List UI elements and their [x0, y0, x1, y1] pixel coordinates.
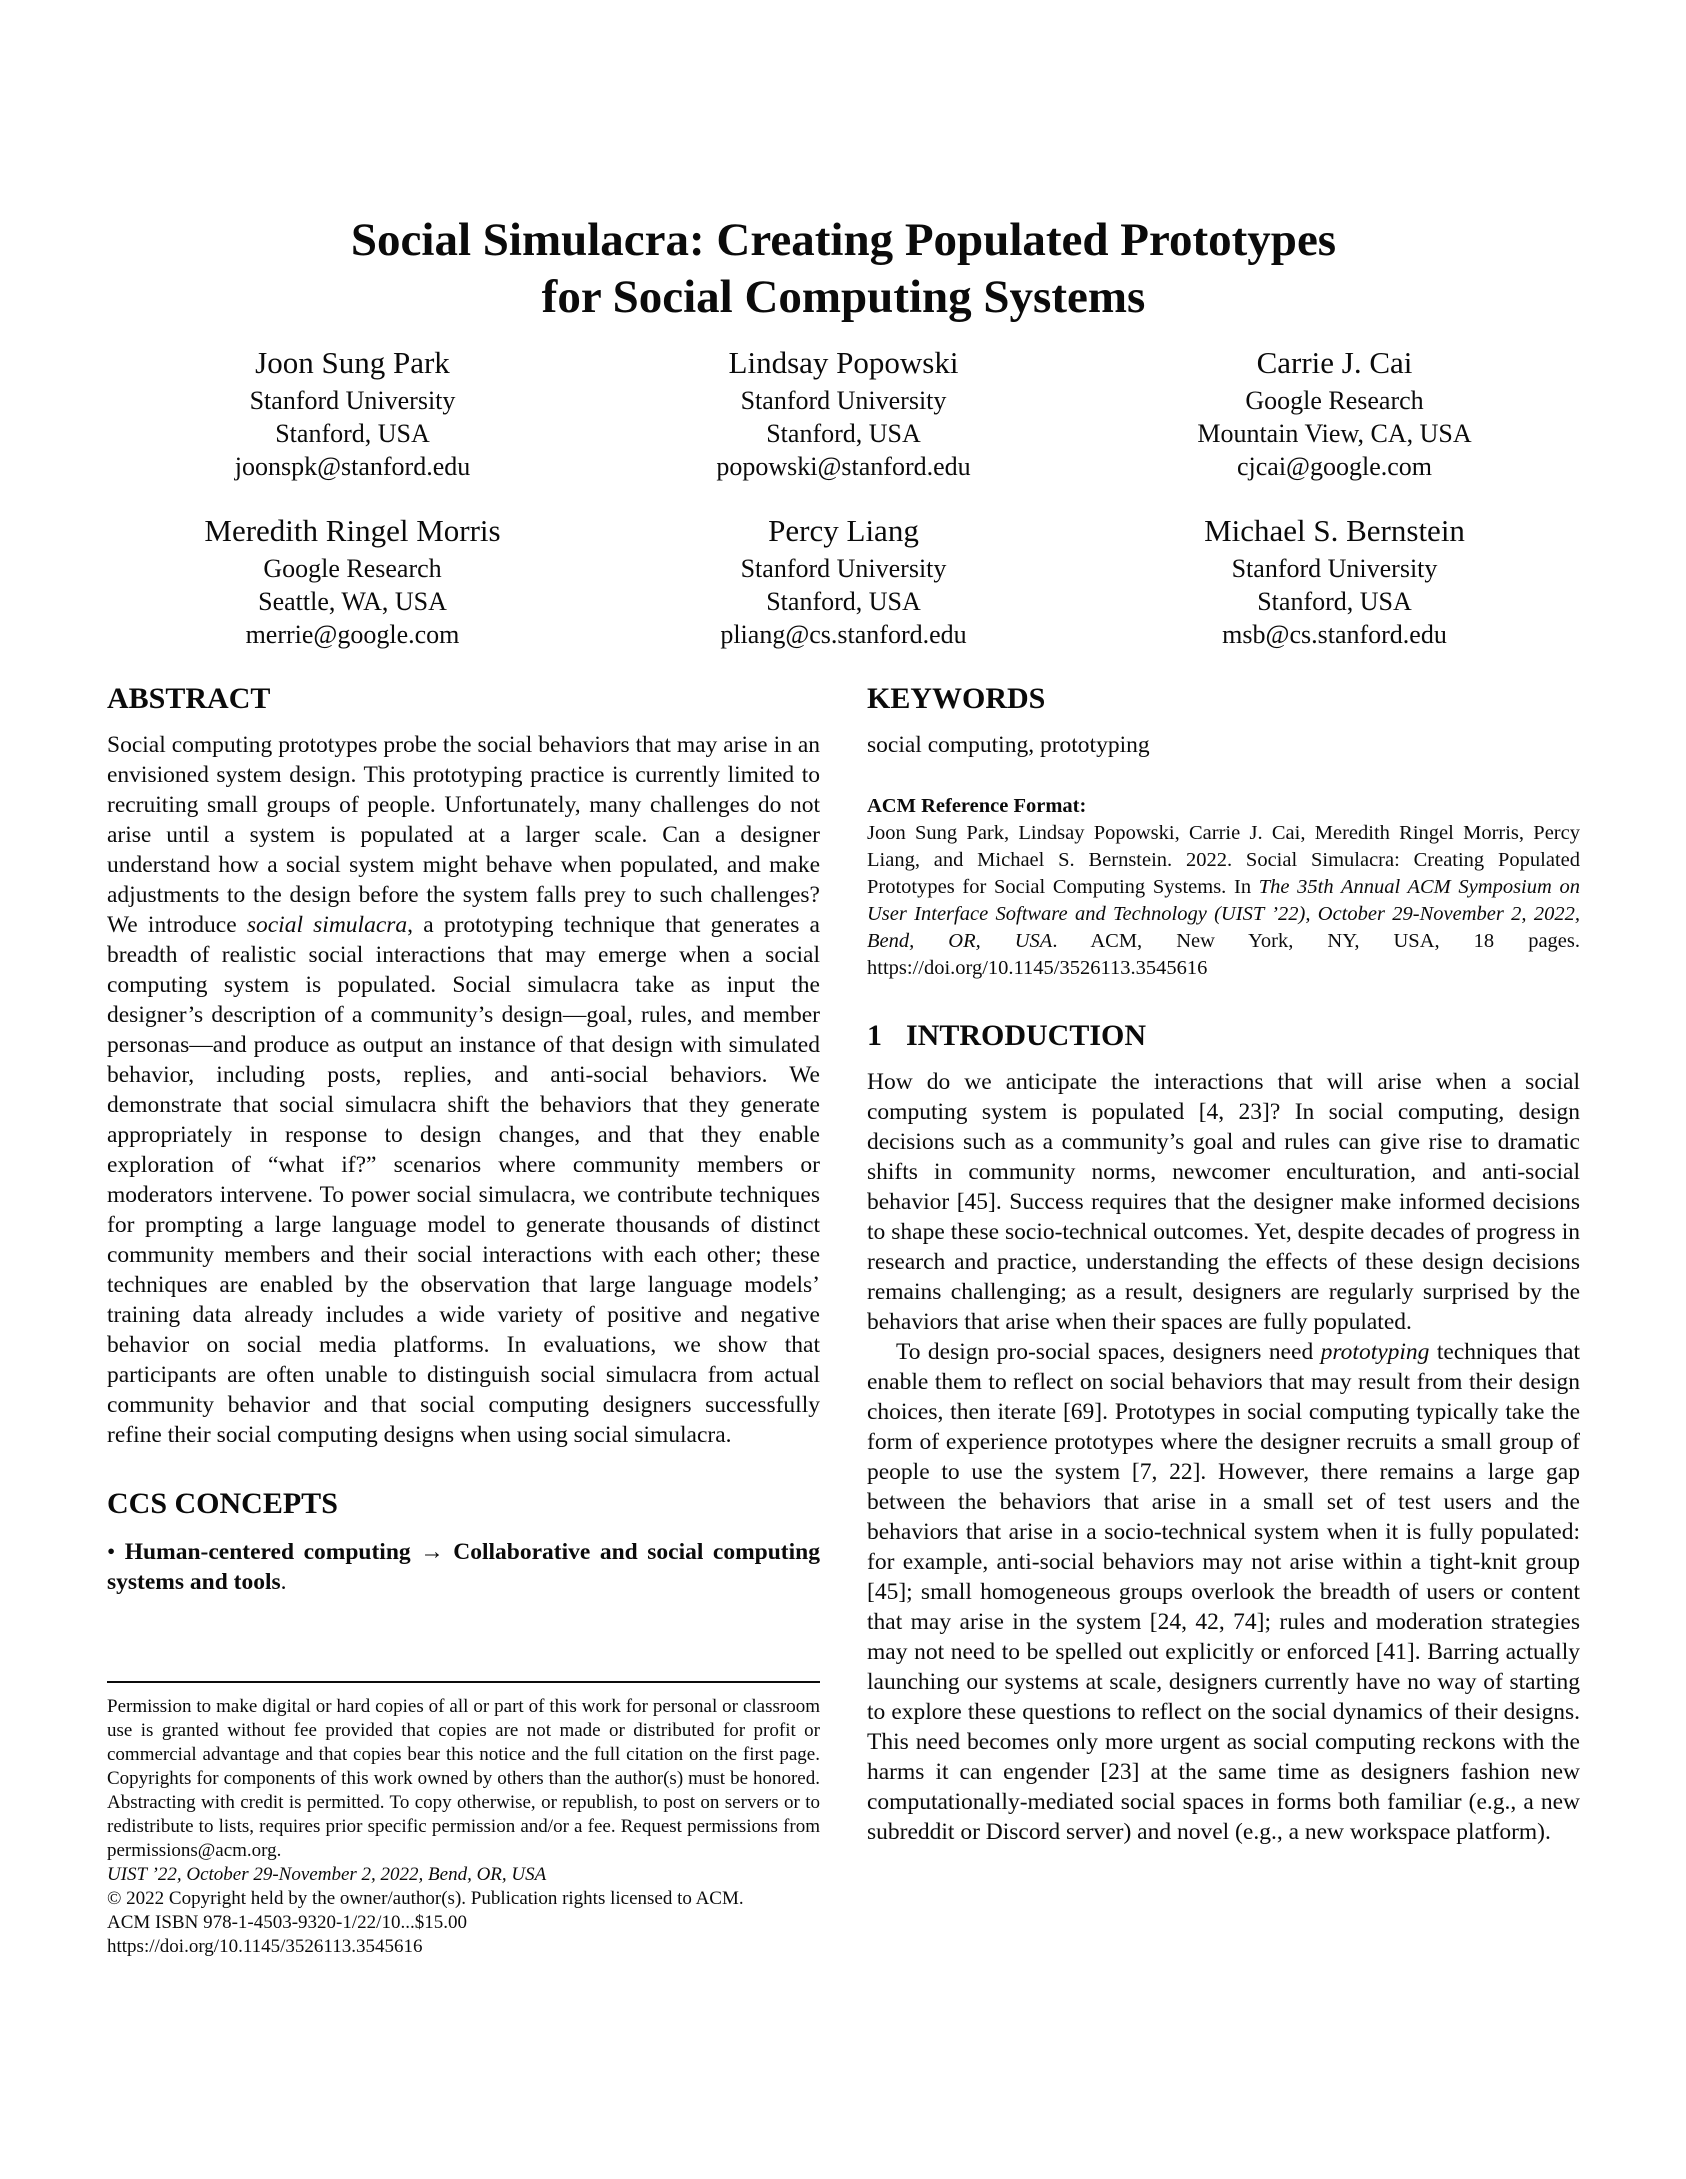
footnote-divider [107, 1681, 820, 1683]
author-email: popowski@stanford.edu [716, 452, 971, 481]
footnote-block [107, 1661, 820, 1959]
author-block [1089, 342, 1580, 483]
ccs-text: • Human-centered computing → Collaborative and social computing systems and tools. [107, 1539, 820, 1595]
abstract-text: Social computing prototypes probe the social behaviors that may arise in an envisioned system design. This prototyping practice is currently limited to recruiting small groups of people. Unfortunately, many challenges do not arise until a system is populated at a larger scale. Can a designer understand how a social system might behave when populated, and make adjustments to the design before the system falls prey to such challenges? We introduce social simulacra, a prototyping technique that generates a breadth of realistic social interactions that may emerge when a social computing system is populated. Social simulacra take as input the designer’s description of a community’s design—goal, rules, and member personas—and produce as output an instance of that design with simulated behavior, including posts, replies, and anti-social behaviors. We demonstrate that social simulacra shift the behaviors that they generate appropriately in response to design changes, and that they enable exploration of “what if?” scenarios where community members or moderators intervene. To power social simulacra, we contribute techniques for prompting a large language model to generate thousands of distinct community members and their social interactions with each other; these techniques are enabled by the observation that large language models’ training data already includes a wide variety of positive and negative behavior on social media platforms. In evaluations, we show that participants are often unable to distinguish social simulacra from actual community behavior and that social computing designers successfully refine their social computing designs when using social simulacra. [107, 732, 820, 1448]
author-name: Lindsay Popowski [728, 345, 959, 380]
author-location: Seattle, WA, USA [258, 587, 447, 616]
intro-paragraph-1: How do we anticipate the interactions that will arise when a social computing system is populated [4, 23]? In social computing, design decisions such as a community’s goal and rules can give rise to dramatic shifts in community norms, newcomer enculturation, and anti-social behavior [45]. Success requires that the designer make informed decisions to shape these socio-technical outcomes. Yet, despite decades of progress in research and practice, understanding the effects of these design decisions remains challenging; as a result, designers are regularly surprised by the behaviors that arise when their spaces are fully populated. [867, 1069, 1580, 1335]
author-affiliation: Google Research [1245, 386, 1424, 415]
body-columns [107, 681, 1580, 1959]
intro-paragraph-2: To design pro-social spaces, designers need prototyping techniques that enable them to reflect on social behaviors that may result from their design choices, then iterate [69]. Prototypes in social computing typically take the form of experience prototypes where the designer recruits a small group of people to use the system [7, 22]. However, there remains a large gap between the behaviors that arise in a small set of test users and the behaviors that arise in a socio-technical system when it is fully populated: for example, anti-social behaviors may not arise within a tight-knit group [45]; small homogeneous groups overlook the breadth of users or content that may arise in the system [24, 42, 74]; rules and moderation strategies may not need to be spelled out explicitly or enforced [41]. Barring actually launching our systems at scale, designers currently have no way of starting to explore these questions to reflect on the social dynamics of their designs. This need becomes only more urgent as social computing reckons with the harms it can engender [23] at the same time as designers fashion new computationally-mediated social spaces in forms both familiar (e.g., a new subreddit or Discord server) and novel (e.g., a new workspace platform). [867, 1339, 1581, 1845]
author-affiliation: Google Research [263, 554, 442, 583]
author-affiliation: Stanford University [1231, 554, 1438, 583]
author-name: Joon Sung Park [255, 345, 450, 380]
section-title: INTRODUCTION [906, 1019, 1147, 1052]
author-affiliation: Stanford University [249, 386, 456, 415]
introduction-heading [867, 1018, 1580, 1054]
author-block [107, 342, 598, 483]
acm-reference-text: Joon Sung Park, Lindsay Popowski, Carrie J. Cai, Meredith Ringel Morris, Percy Liang, and Michael S. Bernstein. 2022. Social Simulacra: Creating Populated Prototypes for Social Computing Systems. In The 35th Annual ACM Symposium on User Interface Software and Technology (UIST ’22), October 29-November 2, 2022, Bend, OR, USA. ACM, New York, NY, USA, 18 pages. https://doi.org/10.1145/3526113.3545616 [867, 822, 1580, 979]
author-block [107, 510, 598, 651]
paper-title [107, 212, 1580, 326]
author-name: Michael S. Bernstein [1204, 513, 1465, 548]
author-location: Stanford, USA [766, 419, 921, 448]
author-block [1089, 510, 1580, 651]
copyright-text: © 2022 Copyright held by the owner/author(s). Publication rights licensed to ACM. [107, 1888, 744, 1909]
ccs-heading: CCS CONCEPTS [107, 1487, 338, 1520]
author-email: cjcai@google.com [1236, 452, 1433, 481]
author-name: Carrie J. Cai [1256, 345, 1413, 380]
isbn-text: ACM ISBN 978-1-4503-9320-1/22/10...$15.00 [107, 1912, 467, 1933]
venue-text: UIST ’22, October 29-November 2, 2022, Bend, OR, USA [107, 1864, 547, 1885]
author-location: Stanford, USA [766, 587, 921, 616]
left-column [107, 681, 820, 1959]
title-line-2: for Social Computing Systems [541, 271, 1146, 323]
authors-grid [107, 342, 1580, 651]
author-location: Stanford, USA [1257, 587, 1412, 616]
permission-text: Permission to make digital or hard copies of all or part of this work for personal or classroom use is granted without fee provided that copies are not made or distributed for profit or commercial advantage and that copies bear this notice and the full citation on the first page. Copyrights for components of this work owned by others than the author(s) must be honored. Abstracting with credit is permitted. To copy otherwise, or republish, to post on servers or to redistribute to lists, requires prior specific permission and/or a fee. Request permissions from permissions@acm.org. [107, 1696, 820, 1861]
keywords-text: social computing, prototyping [867, 732, 1150, 758]
author-email: merrie@google.com [245, 620, 460, 649]
author-location: Stanford, USA [275, 419, 430, 448]
author-block [598, 342, 1089, 483]
author-name: Percy Liang [768, 513, 919, 548]
author-location: Mountain View, CA, USA [1197, 419, 1472, 448]
author-email: joonspk@stanford.edu [234, 452, 471, 481]
author-affiliation: Stanford University [740, 386, 947, 415]
author-affiliation: Stanford University [740, 554, 947, 583]
section-number: 1 [867, 1019, 882, 1052]
acm-reference-heading: ACM Reference Format: [867, 795, 1087, 817]
author-email: msb@cs.stanford.edu [1222, 620, 1447, 649]
keywords-heading: KEYWORDS [867, 682, 1046, 715]
title-line-1: Social Simulacra: Creating Populated Prototypes [350, 214, 1337, 266]
author-email: pliang@cs.stanford.edu [720, 620, 967, 649]
abstract-heading: ABSTRACT [107, 682, 271, 715]
author-block [598, 510, 1089, 651]
doi-link[interactable]: https://doi.org/10.1145/3526113.3545616 [107, 1936, 423, 1957]
author-name: Meredith Ringel Morris [204, 513, 501, 548]
right-column [867, 681, 1580, 1959]
